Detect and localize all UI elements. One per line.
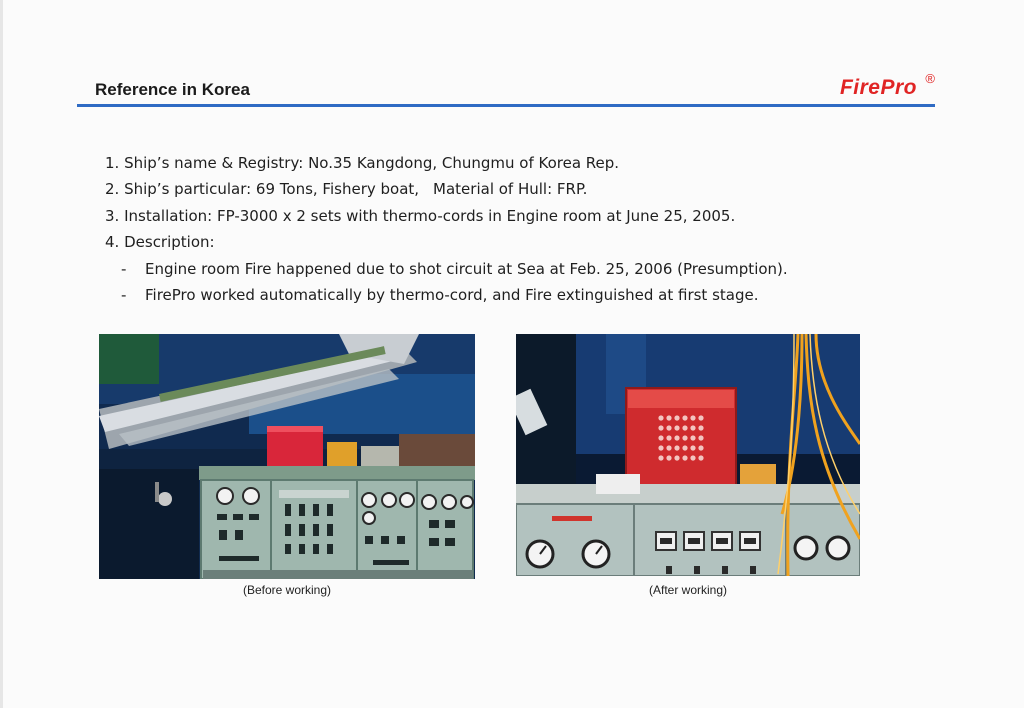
page-header bbox=[77, 70, 935, 108]
before-working-photo bbox=[99, 334, 475, 579]
registered-mark: ® bbox=[925, 71, 935, 86]
after-working-photo bbox=[516, 334, 860, 576]
list-item: 3. Installation: FP-3000 x 2 sets with thermo-cords in Engine room at June 25, 2005. bbox=[105, 206, 736, 225]
after-working-caption: (After working) bbox=[648, 583, 728, 597]
list-item-text: Installation: FP-3000 x 2 sets with thermo-cords in Engine room at June 25, 2005. bbox=[124, 206, 736, 225]
sub-list-item-text: FirePro worked automatically by thermo-cord, and Fire extinguished at first stage. bbox=[145, 286, 759, 305]
list-item-text: Ship’s name & Registry: No.35 Kangdong, Chungmu of Korea Rep. bbox=[124, 154, 620, 172]
list-item: 4. Description: bbox=[105, 233, 215, 252]
firepro-logo: FirePro bbox=[839, 76, 917, 99]
list-item-text: Material of Hull: FRP. bbox=[433, 180, 588, 199]
list-item-text: Description: bbox=[124, 233, 215, 252]
reference-details bbox=[105, 150, 905, 308]
sub-list-item bbox=[105, 282, 905, 308]
list-item-text: Ship’s particular: 69 Tons, Fishery boat, bbox=[124, 180, 420, 199]
sub-list-item bbox=[105, 256, 905, 282]
dash-bullet: - bbox=[121, 259, 127, 278]
before-working-caption: (Before working) bbox=[242, 583, 332, 597]
list-item: 1. Ship’s name & Registry: No.35 Kangdong, Chungmu of Korea Rep. bbox=[105, 154, 620, 172]
list-item: 2. Ship’s particular: 69 Tons, Fishery boat, Material of Hull: FRP. bbox=[105, 180, 588, 199]
page-title: Reference in Korea bbox=[95, 80, 250, 99]
dash-bullet: - bbox=[121, 286, 127, 305]
header-divider bbox=[77, 104, 935, 107]
sub-list-item-text: Engine room Fire happened due to shot circuit at Sea at Feb. 25, 2006 (Presumption). bbox=[145, 259, 788, 278]
